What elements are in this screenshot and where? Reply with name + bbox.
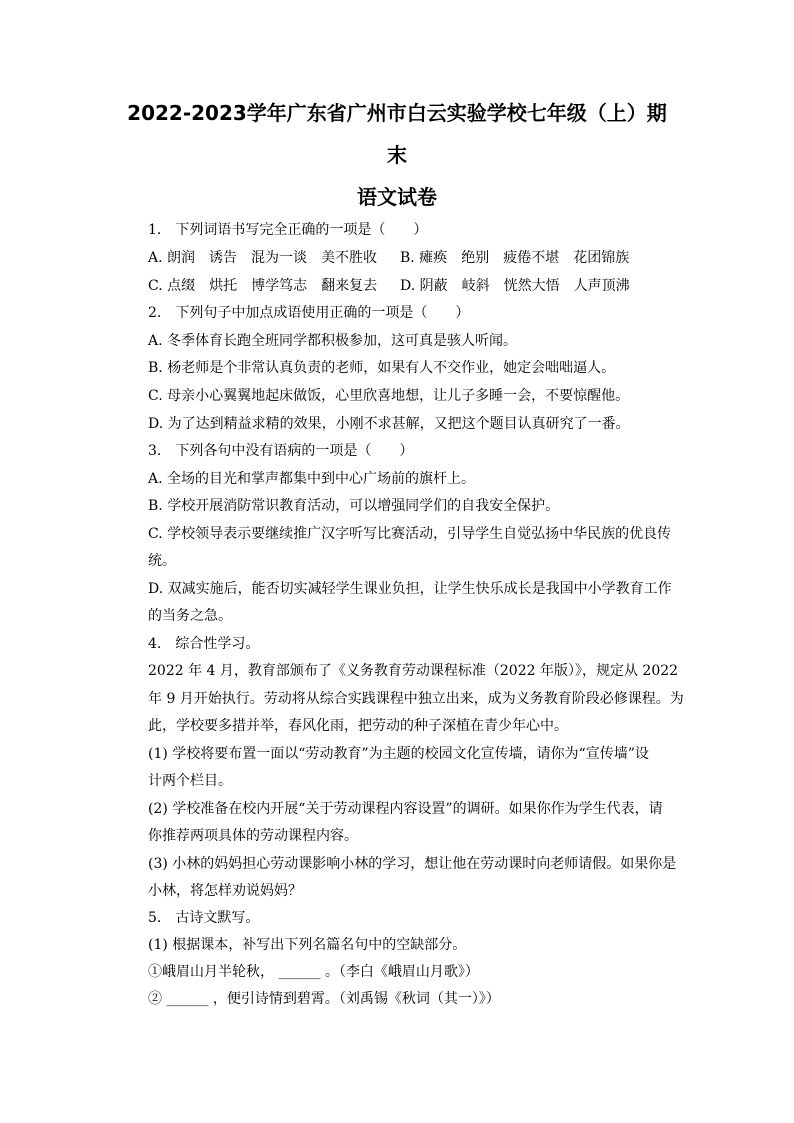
exam-title-line2: 末 xyxy=(387,143,407,167)
q2-option-c: C. 母亲小心翼翼地起床做饭，心里欣喜地想，让儿子多睡一会，不要惊醒他。 xyxy=(148,388,630,404)
q3-option-c-line2: 统。 xyxy=(148,553,176,569)
q4-paragraph-line2: 年 9 月开始执行。劳动将从综合实践课程中独立出来，成为义务教育阶段必修课程。为 xyxy=(148,691,684,707)
exam-title-line1: 2022-2023学年广东省广州市白云实验学校七年级（上）期 xyxy=(127,101,667,125)
q3-option-b: B. 学校开展消防常识教育活动，可以增强同学们的自我安全保护。 xyxy=(148,498,560,514)
q5-item2: ② ______ ，便引诗情到碧霄。（刘禹锡《秋词（其一）》） xyxy=(148,991,500,1007)
exam-subtitle: 语文试卷 xyxy=(357,185,437,209)
q3-option-d-line2: 的当务之急。 xyxy=(148,608,232,624)
q3-option-a: A. 全场的目光和掌声都集中到中心广场前的旗杆上。 xyxy=(148,471,476,487)
q1-option-b: B. 瘫痪 绝别 疲倦不堪 花团锦族 xyxy=(400,250,630,266)
q4-sub3-line1: (3) 小林的妈妈担心劳动课影响小林的学习，想让他在劳动课时向老师请假。如果你是 xyxy=(148,856,677,872)
q5-sub1: (1) 根据课本，补写出下列名篇名句中的空缺部分。 xyxy=(148,937,467,953)
q2-stem: 2. 下列句子中加点成语使用正确的一项是（ ） xyxy=(148,305,470,321)
q2-option-d: D. 为了达到精益求精的效果，小刚不求甚解，又把这个题目认真研究了一番。 xyxy=(148,416,630,432)
q4-stem: 4. 综合性学习。 xyxy=(148,636,260,652)
q5-item1: ①峨眉山月半轮秋， ______ 。（李白《峨眉山月歌》） xyxy=(148,964,479,980)
q4-sub2-line2: 你推荐两项具体的劳动课程内容。 xyxy=(148,828,358,844)
q4-paragraph-line1: 2022 年 4 月，教育部颁布了《义务教育劳动课程标准（2022 年版）》，规定从 2022 xyxy=(148,663,679,679)
q4-sub3-line2: 小林，将怎样劝说妈妈？ xyxy=(148,883,302,899)
q4-sub1-line1: (1) 学校将要布置一面以“劳动教育”为主题的校园文化宣传墙，请你为“宣传墙”设 xyxy=(148,746,649,762)
q1-stem: 1. 下列词语书写完全正确的一项是（ ） xyxy=(148,222,428,238)
q1-option-d: D. 阴蔽 岐斜 恍然大悟 人声顶沸 xyxy=(400,278,630,294)
q2-option-a: A. 冬季体育长跑全班同学都积极参加，这可真是骇人听闻。 xyxy=(148,333,518,349)
q3-option-c-line1: C. 学校领导表示要继续推广汉字听写比赛活动，引导学生自觉弘扬中华民族的优良传 xyxy=(148,526,672,542)
q4-sub2-line1: (2) 学校准备在校内开展“关于劳动课程内容设置”的调研。如果你作为学生代表，请 xyxy=(148,801,663,817)
q1-option-a: A. 朗润 诱告 混为一谈 美不胜收 xyxy=(148,250,378,266)
q4-paragraph-line3: 此，学校要多措并举，春风化雨，把劳动的种子深植在青少年心中。 xyxy=(148,718,568,734)
q3-stem: 3. 下列各句中没有语病的一项是（ ） xyxy=(148,443,414,459)
q1-option-c: C. 点缀 烘托 博学笃志 翻来复去 xyxy=(148,278,378,294)
q4-sub1-line2: 计两个栏目。 xyxy=(148,773,232,789)
q5-stem: 5. 古诗文默写。 xyxy=(148,910,260,926)
q2-option-b: B. 杨老师是个非常认真负责的老师，如果有人不交作业，她定会咄咄逼人。 xyxy=(148,360,616,376)
q3-option-d-line1: D. 双减实施后，能否切实减轻学生课业负担，让学生快乐成长是我国中小学教育工作 xyxy=(148,581,672,597)
